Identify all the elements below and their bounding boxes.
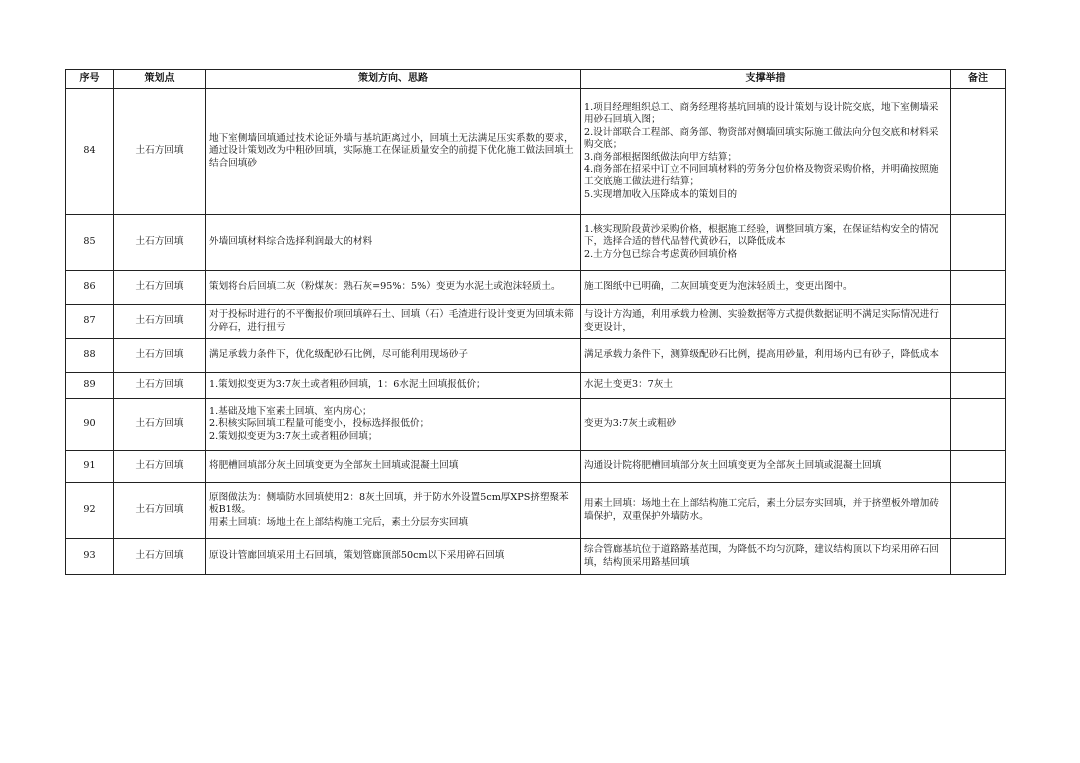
row-number-cell: 92 [66, 483, 114, 539]
support-line: 5.实现增加收入压降成本的策划目的 [584, 188, 738, 200]
support-measure-cell [581, 89, 951, 215]
planning-direction-cell [206, 89, 581, 215]
direction-line: 外墙回填材料综合选择利润最大的材料 [209, 236, 373, 248]
table-row [66, 373, 1006, 399]
direction-line: 原设计管廊回填采用土石回填，策划管廊顶部50cm以下采用碎石回填 [209, 550, 505, 562]
direction-line: 满足承载力条件下，优化级配砂石比例，尽可能利用现场砂子 [209, 349, 469, 361]
note-cell [951, 305, 1006, 339]
planning-direction-cell [206, 399, 581, 451]
planning-direction-cell [206, 215, 581, 271]
support-measure-cell [581, 215, 951, 271]
planning-direction-cell [206, 451, 581, 483]
row-number-cell: 84 [66, 89, 114, 215]
planning-point-cell: 土石方回填 [114, 399, 206, 451]
support-measure-cell [581, 373, 951, 399]
support-measure-cell [581, 483, 951, 539]
direction-line: 2.策划拟变更为3:7灰土或者粗砂回填； [209, 430, 378, 442]
note-cell [951, 89, 1006, 215]
support-line: 满足承载力条件下，测算级配砂石比例，提高用砂量，利用场内已有砂子，降低成本 [584, 349, 939, 361]
row-number-cell: 86 [66, 271, 114, 305]
table-row [66, 305, 1006, 339]
planning-point-cell: 土石方回填 [114, 89, 206, 215]
table-row [66, 451, 1006, 483]
row-number-cell: 90 [66, 399, 114, 451]
row-number-cell: 87 [66, 305, 114, 339]
direction-line: 1.基础及地下室素土回填、室内房心； [209, 405, 372, 417]
support-line: 变更为3:7灰土或粗砂 [584, 418, 677, 430]
row-number-cell: 85 [66, 215, 114, 271]
support-line: 综合管廊基坑位于道路路基范围，为降低不均匀沉降，建议结构顶以下均采用碎石回填，结构顶采用路基回填 [584, 544, 939, 568]
table-row [66, 399, 1006, 451]
header-support: 支撑举措 [581, 70, 951, 89]
row-number-cell: 91 [66, 451, 114, 483]
direction-line: 用素土回填：场地土在上部结构施工完后，素土分层夯实回填 [209, 516, 469, 528]
table-row [66, 539, 1006, 575]
planning-direction-cell [206, 483, 581, 539]
planning-point-cell: 土石方回填 [114, 373, 206, 399]
row-number-cell: 88 [66, 339, 114, 373]
support-line: 2.土方分包已综合考虑黄砂回填价格 [584, 248, 738, 260]
planning-point-cell: 土石方回填 [114, 451, 206, 483]
planning-point-cell: 土石方回填 [114, 305, 206, 339]
support-line: 1.项目经理组织总工、商务经理将基坑回填的设计策划与设计院交底，地下室侧墙采用砂石回填入图； [584, 101, 939, 126]
table-row [66, 483, 1006, 539]
support-line: 与设计方沟通，利用承载力检测、实验数据等方式提供数据证明不满足实际情况进行变更设计， [584, 309, 939, 333]
header-note: 备注 [951, 70, 1006, 89]
planning-point-cell: 土石方回填 [114, 539, 206, 575]
note-cell [951, 399, 1006, 451]
table-row [66, 339, 1006, 373]
planning-point-cell: 土石方回填 [114, 339, 206, 373]
direction-line: 2.积核实际回填工程量可能变小，投标选择报低价； [209, 418, 430, 430]
direction-line: 1.策划拟变更为3:7灰土或者粗砂回填，1：6水泥土回填报低价； [209, 379, 486, 391]
note-cell [951, 539, 1006, 575]
row-number-cell: 93 [66, 539, 114, 575]
support-line: 1.核实现阶段黄沙采购价格，根据施工经验，调整回填方案，在保证结构安全的情况下，选择合适的替代品替代黄砂石，以降低成本 [584, 223, 939, 248]
support-line: 3.商务部根据图纸做法向甲方结算； [584, 151, 738, 163]
note-cell [951, 271, 1006, 305]
note-cell [951, 373, 1006, 399]
header-no: 序号 [66, 70, 114, 89]
support-line: 沟通设计院将肥槽回填部分灰土回填变更为全部灰土回填或混凝土回填 [584, 460, 882, 472]
direction-line: 将肥槽回填部分灰土回填变更为全部灰土回填或混凝土回填 [209, 460, 459, 472]
planning-point-cell: 土石方回填 [114, 271, 206, 305]
support-measure-cell [581, 271, 951, 305]
support-line: 2.设计部联合工程部、商务部、物资部对侧墙回填实际施工做法向分包交底和材料采购交底； [584, 126, 939, 151]
support-line: 用素土回填：场地土在上部结构施工完后，素土分层夯实回填，并于挤塑板外增加砖墙保护，双重保护外墙防水。 [584, 498, 939, 522]
note-cell [951, 215, 1006, 271]
direction-line: 地下室侧墙回填通过技术论证外墙与基坑距离过小，回填土无法满足压实系数的要求，通过设计策划改为中粗砂回填，实际施工在保证质量安全的前提下优化施工做法回填土结合回填砂 [209, 132, 574, 169]
planning-direction-cell [206, 339, 581, 373]
planning-point-cell: 土石方回填 [114, 215, 206, 271]
note-cell [951, 451, 1006, 483]
table-row [66, 89, 1006, 215]
support-measure-cell [581, 539, 951, 575]
header-direction: 策划方向、思路 [206, 70, 581, 89]
support-measure-cell [581, 339, 951, 373]
support-measure-cell [581, 305, 951, 339]
planning-table [65, 69, 1006, 575]
note-cell [951, 483, 1006, 539]
table-header-row [66, 70, 1006, 89]
support-measure-cell [581, 451, 951, 483]
header-point: 策划点 [114, 70, 206, 89]
planning-direction-cell [206, 271, 581, 305]
planning-point-cell: 土石方回填 [114, 483, 206, 539]
direction-line: 原图做法为：侧墙防水回填使用2：8灰土回填，并于防水外设置5cm厚XPS挤塑聚苯板B1级。 [209, 491, 569, 516]
support-line: 水泥土变更3：7灰土 [584, 379, 673, 391]
planning-direction-cell [206, 305, 581, 339]
planning-direction-cell [206, 539, 581, 575]
table-body [66, 89, 1006, 575]
note-cell [951, 339, 1006, 373]
support-line: 施工图纸中已明确，二灰回填变更为泡沫轻质土，变更出图中。 [584, 281, 853, 293]
direction-line: 对于投标时进行的不平衡报价项回填碎石土、回填（石）毛渣进行设计变更为回填未筛分碎石，进行扭亏 [209, 309, 574, 333]
table-row [66, 215, 1006, 271]
planning-direction-cell [206, 373, 581, 399]
support-line: 4.商务部在招采中订立不同回填材料的劳务分包价格及物资采购价格，并明确按照施工交底施工做法进行结算； [584, 163, 939, 188]
support-measure-cell [581, 399, 951, 451]
table-row [66, 271, 1006, 305]
direction-line: 策划将台后回填二灰（粉煤灰：熟石灰=95%：5%）变更为水泥土或泡沫轻质土。 [209, 281, 561, 293]
row-number-cell: 89 [66, 373, 114, 399]
